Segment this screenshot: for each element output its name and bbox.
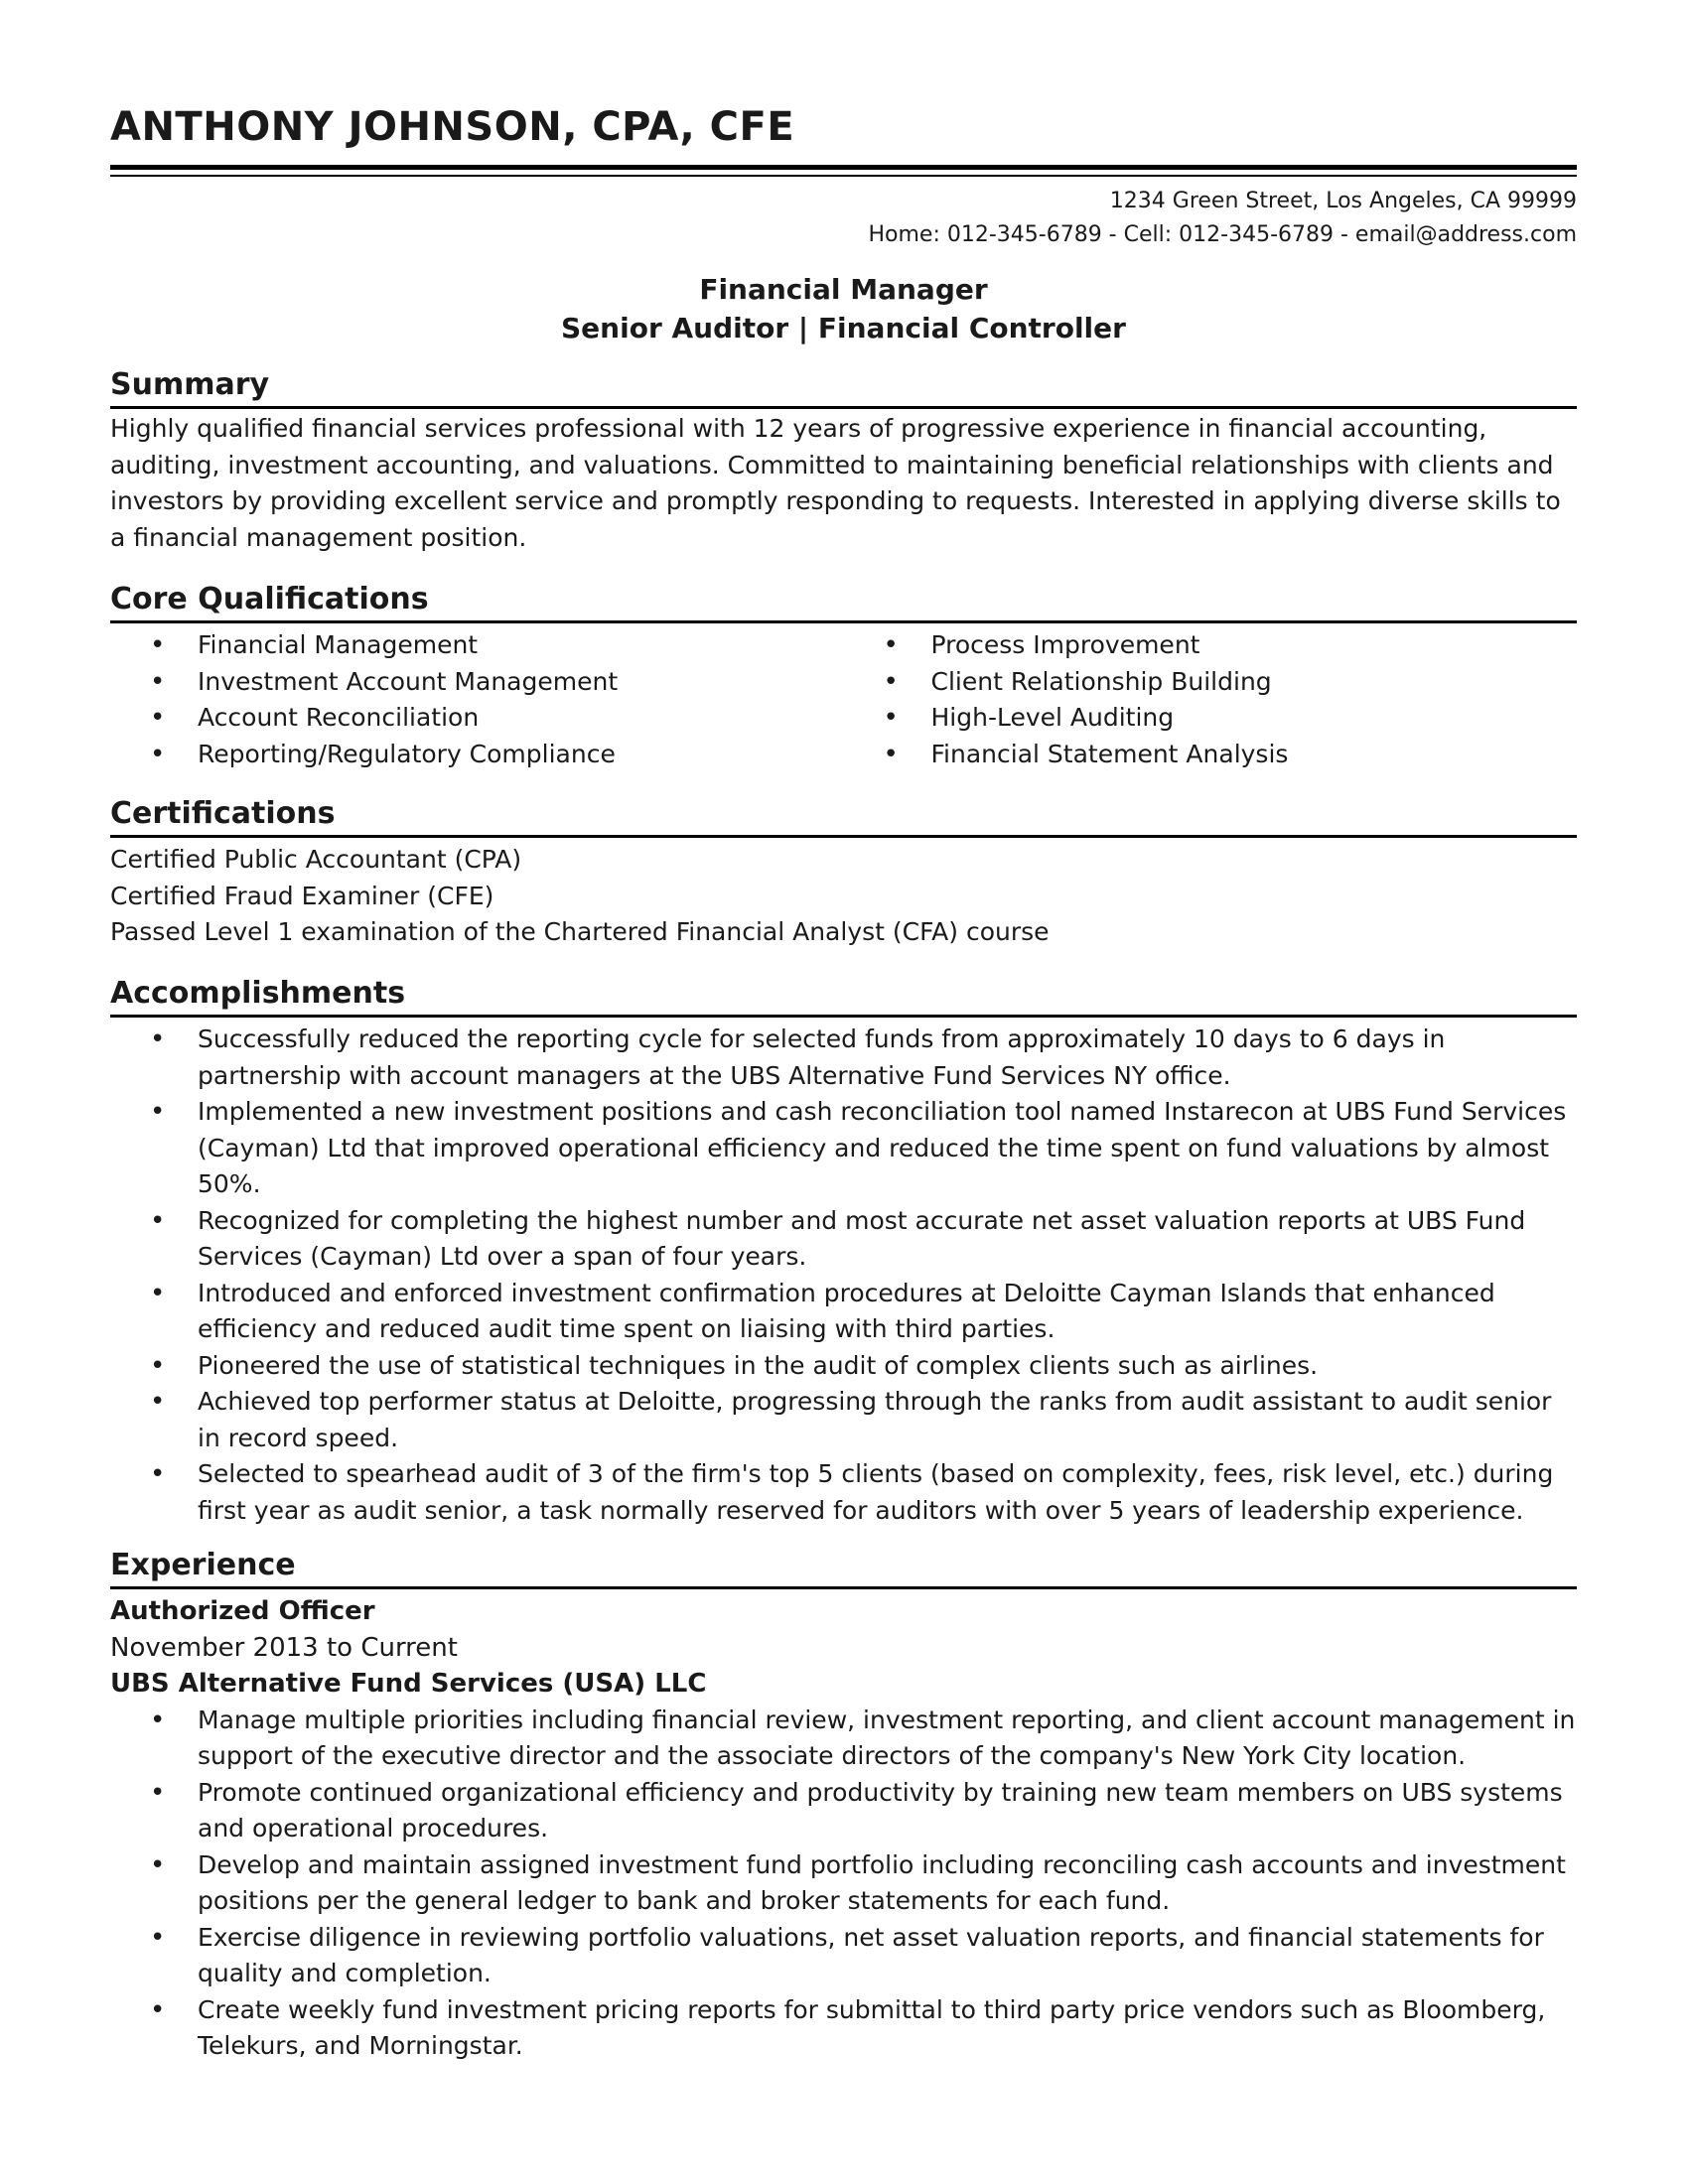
list-item — [110, 1992, 1577, 2065]
accomplishments-section — [110, 975, 1577, 1529]
bullet-icon: • — [883, 703, 899, 733]
summary-text: Highly qualified financial services professional with 12 years of progressive experience in financial accounting, auditing, investment accounting, and valuations. Committed to maintaining beneficial relationships with clients and investors by providing excellent service and promptly responding to requests. Interested in applying diverse skills to a financial management position. — [110, 414, 1561, 552]
job-dates: November 2013 to Current — [110, 1632, 458, 1663]
bullet-icon: • — [150, 1777, 166, 1808]
list-item — [110, 1384, 1577, 1456]
bullet-icon: • — [883, 666, 899, 697]
contact-line: Home: 012-345-6789 - Cell: 012-345-6789 - email@address.com — [868, 222, 1577, 247]
qualifications-columns — [110, 627, 1577, 772]
list-item — [844, 700, 1578, 737]
bullet-icon: • — [150, 1350, 166, 1381]
list-item — [844, 627, 1578, 664]
qualifications-rule — [110, 620, 1577, 623]
certification-item: Certified Public Accountant (CPA) — [110, 845, 522, 874]
candidate-name: ANTHONY JOHNSON, CPA, CFE — [110, 104, 795, 150]
summary-heading: Summary — [110, 367, 270, 402]
summary-rule — [110, 406, 1577, 409]
bullet-icon: • — [150, 703, 166, 733]
bullet-icon: • — [150, 1849, 166, 1880]
list-item — [844, 737, 1578, 773]
bullet-icon: • — [150, 630, 166, 660]
headline-subtitle: Senior Auditor | Financial Controller — [561, 312, 1126, 344]
header-rule-thick — [110, 165, 1577, 170]
list-item-text: Financial Management — [198, 630, 479, 659]
list-item-text: Reporting/Regulatory Compliance — [198, 739, 616, 768]
bullet-icon: • — [150, 1459, 166, 1489]
list-item — [110, 700, 844, 737]
bullet-icon: • — [150, 1994, 166, 2025]
bullet-icon: • — [150, 1097, 166, 1127]
list-item-text: Promote continued organizational efficiency and productivity by training new team members on UBS systems and operational procedures. — [198, 1777, 1563, 1843]
summary-section — [110, 366, 1577, 556]
job-company: UBS Alternative Fund Services (USA) LLC — [110, 1669, 707, 1699]
job-duties-list — [110, 1703, 1577, 2065]
bullet-icon: • — [150, 1278, 166, 1308]
headline-title: Financial Manager — [699, 273, 988, 306]
list-item-text: Selected to spearhead audit of 3 of the firm's top 5 clients (based on complexity, fees, risk level, etc.) during first year as audit senior, a task normally reserved for auditors with over 5 years of leadership experience. — [198, 1459, 1554, 1525]
qualifications-left-list — [110, 627, 844, 772]
list-item-text: Pioneered the use of statistical techniques in the audit of complex clients such as airlines. — [198, 1350, 1319, 1380]
list-item-text: Process Improvement — [930, 630, 1200, 659]
bullet-icon: • — [150, 739, 166, 769]
bullet-icon: • — [150, 1922, 166, 1953]
qualifications-heading: Core Qualifications — [110, 582, 429, 616]
bullet-icon: • — [150, 1387, 166, 1417]
list-item — [110, 627, 844, 664]
accomplishments-rule — [110, 1015, 1577, 1018]
qualifications-right-list — [844, 627, 1578, 772]
list-item — [110, 1775, 1577, 1847]
experience-heading: Experience — [110, 1548, 296, 1582]
list-item-text: Account Reconciliation — [198, 703, 480, 732]
certifications-list — [110, 842, 1577, 951]
certification-item: Passed Level 1 examination of the Chartered Financial Analyst (CFA) course — [110, 917, 1050, 946]
list-item — [110, 1203, 1577, 1276]
address-line: 1234 Green Street, Los Angeles, CA 99999 — [1109, 189, 1577, 213]
list-item-text: Create weekly fund investment pricing reports for submittal to third party price vendors such as Bloomberg, Telekurs, and Morningstar. — [198, 1994, 1546, 2060]
list-item-text: Develop and maintain assigned investment fund portfolio including reconciling cash accounts and investment positions per the general ledger to bank and broker statements for each fund. — [198, 1849, 1566, 1915]
list-item — [110, 1920, 1577, 1992]
list-item — [110, 1094, 1577, 1203]
experience-section — [110, 1547, 1577, 2065]
job-title: Authorized Officer — [110, 1596, 375, 1626]
certifications-rule — [110, 835, 1577, 838]
list-item-text: Client Relationship Building — [930, 666, 1272, 696]
list-item-text: Investment Account Management — [198, 666, 619, 696]
bullet-icon: • — [150, 1705, 166, 1735]
list-item-text: High-Level Auditing — [930, 703, 1175, 732]
list-item — [110, 664, 844, 701]
list-item-text: Manage multiple priorities including financial review, investment reporting, and client account management in support of the executive director and the associate directors of the company's New York City location. — [198, 1705, 1576, 1770]
contact-block — [868, 185, 1577, 252]
certifications-heading: Certifications — [110, 796, 336, 831]
list-item-text: Exercise diligence in reviewing portfolio valuations, net asset valuation reports, and financial statements for quality and completion. — [198, 1922, 1544, 1987]
header-rule-thin — [110, 175, 1577, 177]
experience-rule — [110, 1586, 1577, 1589]
accomplishments-heading: Accomplishments — [110, 976, 406, 1011]
certification-item: Certified Fraud Examiner (CFE) — [110, 881, 494, 910]
list-item-text: Financial Statement Analysis — [930, 739, 1289, 768]
list-item — [110, 1022, 1577, 1094]
bullet-icon: • — [883, 630, 899, 660]
job-entry — [110, 1593, 1577, 2065]
list-item — [110, 1703, 1577, 1775]
list-item-text: Implemented a new investment positions and cash reconciliation tool named Instarecon at UBS Fund Services (Cayman) Ltd that improved operational efficiency and reduced the time spent on fund valuations by almost 50%. — [198, 1097, 1567, 1198]
list-item-text: Introduced and enforced investment confirmation procedures at Deloitte Cayman Islands that enhanced efficiency and reduced audit time spent on liaising with third parties. — [198, 1278, 1495, 1343]
bullet-icon: • — [150, 1024, 166, 1054]
list-item-text: Recognized for completing the highest number and most accurate net asset valuation reports at UBS Fund Services (Cayman) Ltd over a span of four years. — [198, 1205, 1526, 1271]
list-item — [110, 1456, 1577, 1529]
list-item — [110, 1847, 1577, 1920]
bullet-icon: • — [150, 666, 166, 697]
list-item-text: Achieved top performer status at Deloitte, progressing through the ranks from audit assistant to audit senior in record speed. — [198, 1387, 1552, 1452]
accomplishments-list — [110, 1022, 1577, 1529]
list-item-text: Successfully reduced the reporting cycle for selected funds from approximately 10 days to 6 days in partnership with account managers at the UBS Alternative Fund Services NY office. — [198, 1024, 1446, 1090]
qualifications-section — [110, 581, 1577, 772]
certifications-section — [110, 795, 1577, 951]
bullet-icon: • — [150, 1205, 166, 1236]
list-item — [110, 1276, 1577, 1348]
list-item — [110, 737, 844, 773]
list-item — [110, 1348, 1577, 1385]
list-item — [844, 664, 1578, 701]
bullet-icon: • — [883, 739, 899, 769]
